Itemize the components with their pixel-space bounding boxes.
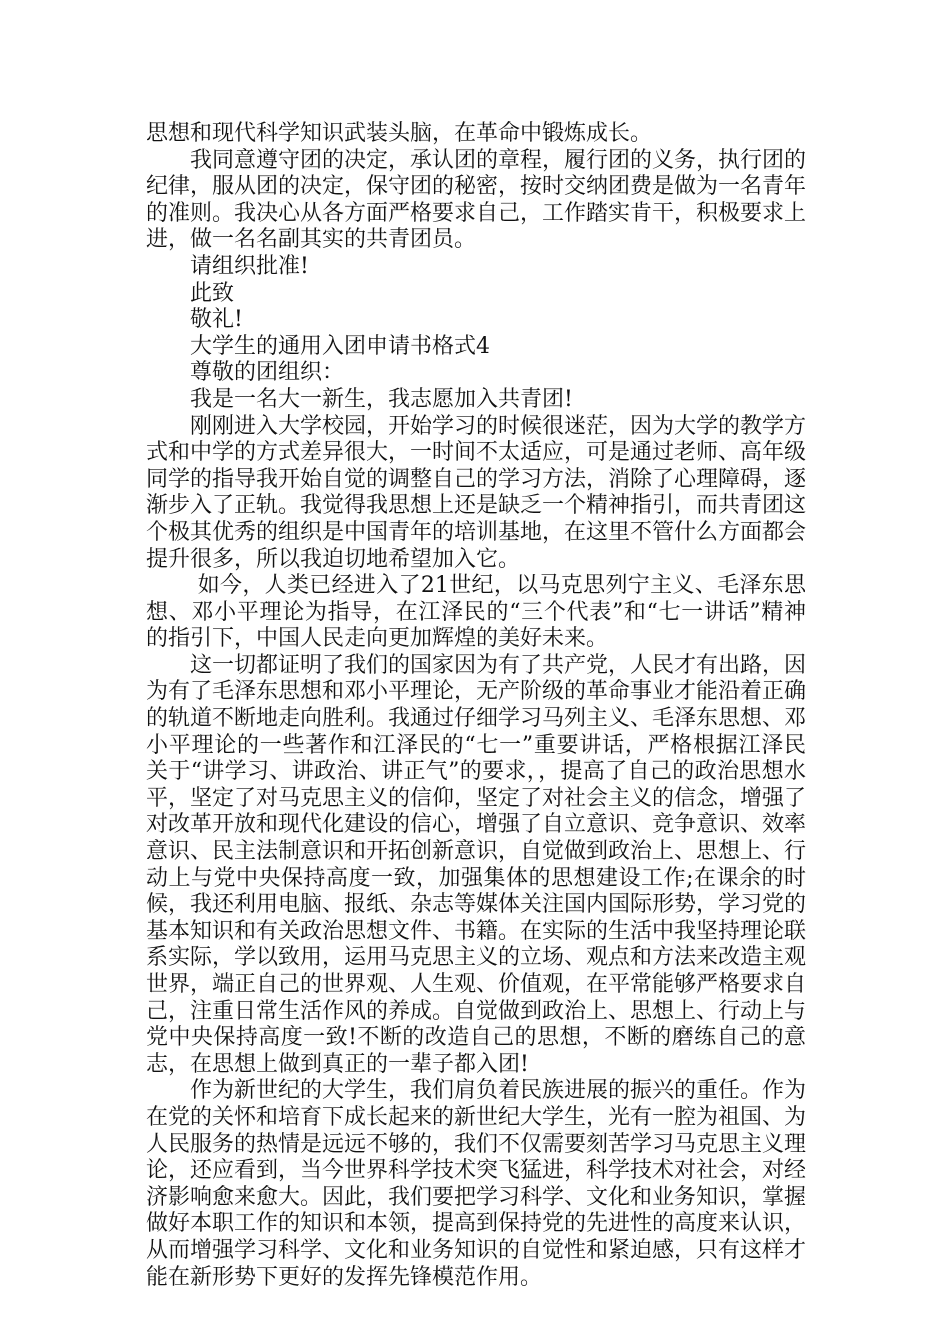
section-title: 大学生的通用入团申请书格式4 [190,333,490,359]
paragraph-century: 如今，人类已经进入了21世纪，以马克思列宁主义、毛泽东思想、邓小平理论为指导，在江泽民的“三个代表”和“七一讲话”精神的指引下，中国人民走向更加辉煌的美好未来。 [146,573,806,652]
paragraph-commitment: 我同意遵守团的决定，承认团的章程，履行团的义务，执行团的纪律，服从团的决定，保守团的秘密，按时交纳团费是做为一名青年的准则。我决心从各方面严格要求自己，工作踏实肯干，积极要求上进，做一名名副其实的共青团员。 [146,147,807,253]
greeting: 尊敬的团组织： [190,360,345,386]
paragraph-new-century-student: 作为新世纪的大学生，我们肩负着民族进展的振兴的重任。作为在党的关怀和培育下成长起来的新世纪大学生，光有一腔为祖国、为人民服务的热情是远远不够的，我们不仅需要刻苦学习马克思主义理论，还应看到，当今世界科学技术突飞猛进，科学技术对社会，对经济影响愈来愈大。因此，我们要把学习科学、文化和业务知识，掌握做好本职工作的知识和本领，提高到保持党的先进性的高度来认识，从而增强学习科学、文化和业务知识的自觉性和紧迫感，只有这样才能在新形势下更好的发挥先锋模范作用。 [146,1078,807,1290]
paragraph-party-theory: 这一切都证明了我们的国家因为有了共产党，人民才有出路，因为有了毛泽东思想和邓小平理论，无产阶级的革命事业才能沿着正确的轨道不断地走向胜利。我通过仔细学习马列主义、毛泽东思想、邓小平理论的一些著作和江泽民的“七一”重要讲话，严格根据江泽民关于“讲学习、讲政治、讲正气”的要求，，提高了自己的政治思想水平，坚定了对马克思主义的信仰，坚定了对社会主义的信念，增强了对改革开放和现代化建设的信心，增强了自立意识、竞争意识、效率意识、民主法制意识和开拓创新意识，自觉做到政治上、思想上、行动上与党中央保持高度一致，加强集体的思想建设工作;在课余的时候，我还利用电脑、报纸、杂志等媒体关注国内国际形势，学习党的基本知识和有关政治思想文件、书籍。在实际的生活中我坚持理论联系实际，学以致用，运用马克思主义的立场、观点和方法来改造主观世界，端正自己的世界观、人生观、价值观，在平常能够严格要求自己，注重日常生活作风的养成。自觉做到政治上、思想上、行动上与党中央保持高度一致!不断的改造自己的思想，不断的磨练自己的意志，在思想上做到真正的一辈子都入团! [146,652,807,1077]
paragraph-intro: 我是一名大一新生，我志愿加入共青团! [190,386,573,412]
closing-salutation: 此致 [190,280,235,306]
paragraph-university: 刚刚进入大学校园，开始学习的时候很迷茫，因为大学的教学方式和中学的方式差异很大，一时间不太适应，可是通过老师、高年级同学的指导我开始自觉的调整自己的学习方法，消除了心理障碍，逐渐步入了正轨。我觉得我思想上还是缺乏一个精神指引，而共青团这个极其优秀的组织是中国青年的培训基地，在这里不管什么方面都会提升很多，所以我迫切地希望加入它。 [146,413,807,572]
document-page [146,121,806,1291]
closing-request: 请组织批准! [190,253,309,279]
closing-regards: 敬礼! [190,307,243,333]
paragraph-continuation: 思想和现代科学知识武装头脑，在革命中锻炼成长。 [146,121,653,146]
